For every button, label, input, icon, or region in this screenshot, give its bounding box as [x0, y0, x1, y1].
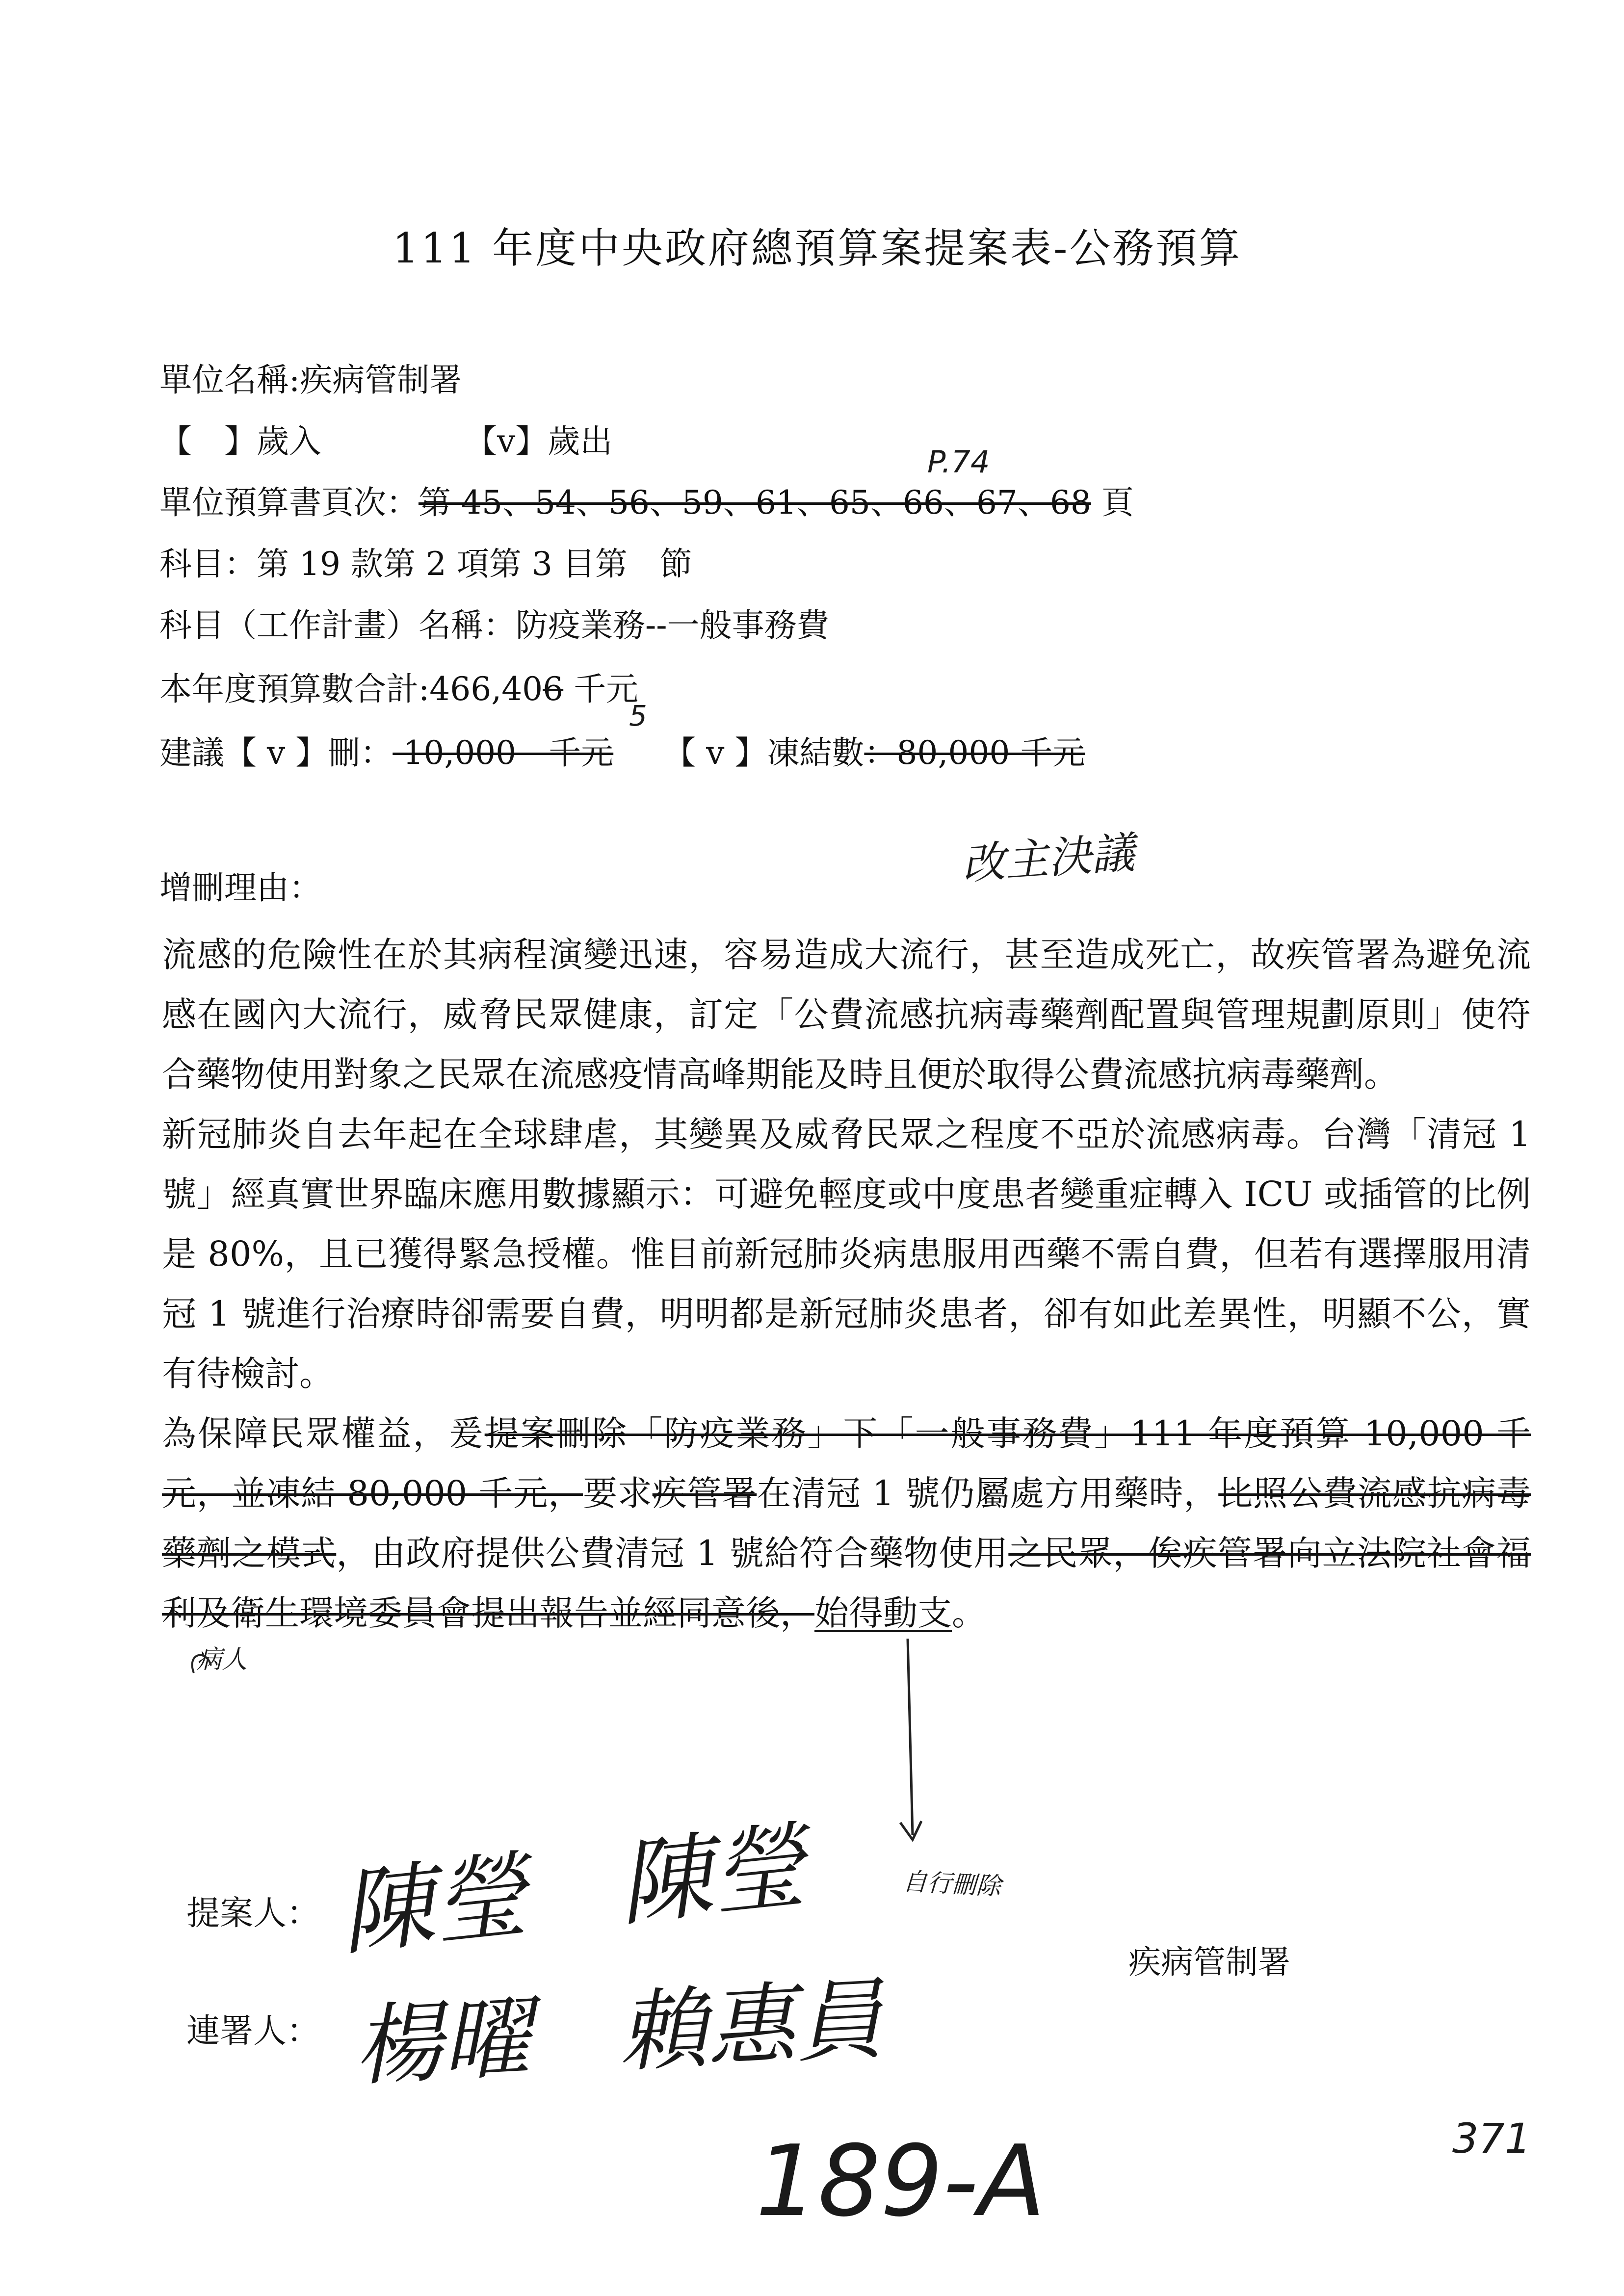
handwritten-page-number: P.74	[927, 444, 990, 480]
expense-checkbox: 【v】	[464, 422, 548, 460]
reason-paragraph-2: 新冠肺炎自去年起在全球肆虐，其變異及威脅民眾之程度不亞於流感病毒。台灣「清冠 1 號」經真實世界臨床應用數據顯示：可避免輕度或中度患者變重症轉入 ICU 或插管的比例是 80%，且已獲得緊急授權。惟目前新冠肺炎病患服用西藥不需自費，但若有選擇服用清冠 1 號進行治療時卻需要自費，明明都是新冠肺炎患者，卻有如此差異性，明顯不公，實有待檢討。	[162, 1114, 1531, 1394]
freeze-prefix: 【 v 】凍結數	[663, 734, 864, 772]
freeze-amount-struck: ：80,000 千元	[864, 734, 1085, 772]
page-label: 單位預算書頁次：	[159, 484, 419, 522]
plan-name-line: 科目（工作計畫）名稱：防疫業務--一般事務費	[159, 606, 829, 644]
handwritten-note-resolution: 改主決議	[960, 827, 1136, 890]
budget-total-prefix: 本年度預算數合計:466,40	[159, 670, 543, 708]
unit-value: 疾病管制署	[300, 361, 462, 399]
subject-line: 科目：第 19 款第 2 項第 3 目第 節	[159, 545, 692, 583]
handwritten-note-self-delete: 自行刪除	[902, 1867, 1002, 1901]
cosigner-label: 連署人：	[186, 2012, 320, 2051]
page-number: 371	[1452, 2114, 1531, 2163]
revenue-checkbox: 【 】	[159, 422, 257, 460]
page-list-struck: 第 45、54、56、59、61、65、66、67、68	[419, 484, 1091, 522]
handwritten-correction-digit: 5	[629, 699, 647, 732]
reason-paragraph-1: 流感的危險性在於其病程演變迅速，容易造成大流行，甚至造成死亡，故疾管署為避免流感在國內大流行，威脅民眾健康，訂定「公費流感抗病毒藥劑配置與管理規劃原則」使符合藥物使用對象之民眾在流感疫情高峰期能及時且便於取得公費流感抗病毒藥劑。	[162, 935, 1531, 1095]
budget-total-struck-digit: 6	[543, 670, 564, 708]
document-number: 189-A	[756, 2124, 1046, 2239]
cut-amount-struck: 10,000 千元	[393, 734, 614, 772]
proposer-signature: 陳瑩 陳瑩	[335, 1811, 810, 1968]
proposer-label: 提案人：	[186, 1894, 320, 1933]
expense-label: 歲出	[548, 422, 613, 460]
revenue-label: 歲入	[257, 422, 321, 460]
agency-stamp: 疾病管制署	[1128, 1943, 1290, 1981]
proposal-prefix: 建議【 v 】刪：	[159, 734, 393, 772]
budget-total-suffix: 千元	[563, 670, 639, 708]
page-suffix: 頁	[1091, 484, 1134, 522]
cosigner-signature: 楊曜 賴惠員	[351, 1968, 886, 2099]
handwritten-insert-patients: 病人	[196, 1645, 248, 1674]
unit-label: 單位名稱:	[159, 361, 300, 399]
reason-heading: 增刪理由：	[159, 869, 321, 907]
page-title: 111 年度中央政府總預算案提案表-公務預算	[393, 224, 1242, 272]
reason-paragraph-3: 為保障民眾權益，爰提案刪除「防疫業務」下「一般事務費」111 年度預算 10,000 千元，並凍結 80,000 千元，要求疾管署在清冠 1 號仍屬處方用藥時，比照公費流感抗病毒藥劑之模式，由政府提供公費清冠 1 號給符合藥物使用之民眾，俟疾管署向立法院社會福利及衛生環境委員會提出報告並經同意後，始得動支。	[162, 1413, 1531, 1633]
